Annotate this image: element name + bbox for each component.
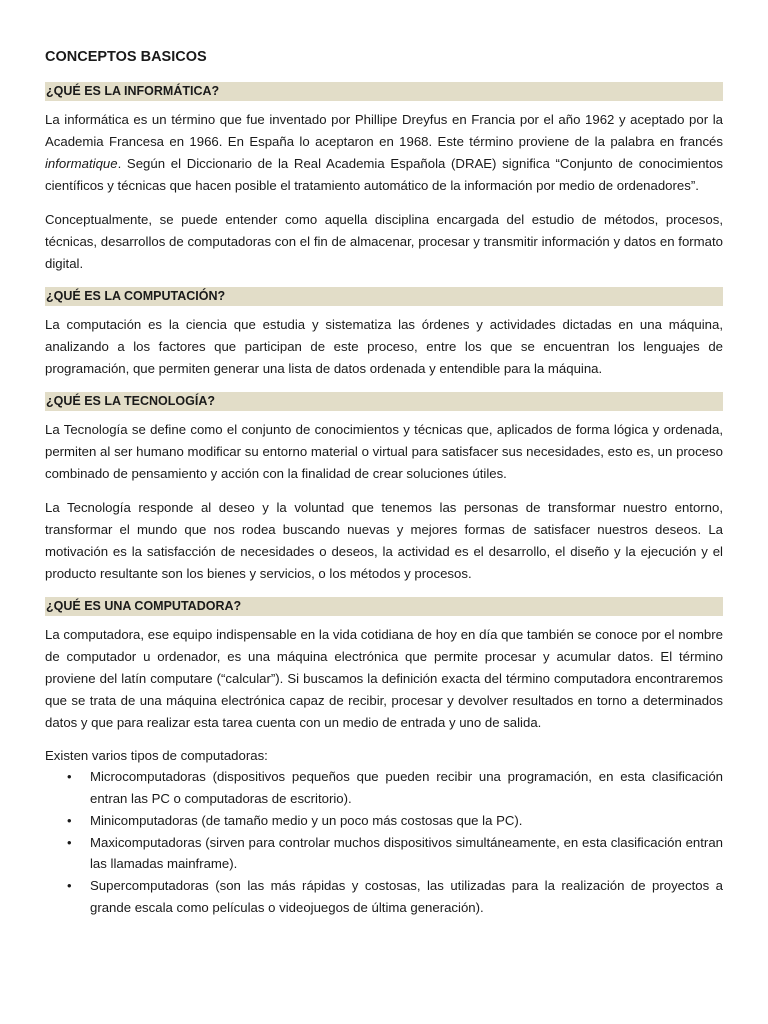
paragraph-computadora: La computadora, ese equipo indispensable en la vida cotidiana de hoy en día que también se conoce por el nombre de computador u ordenador, es una máquina electrónica que permite procesar y acumular datos. El término proviene del latín computare (“calcular”). Si buscamos la definición exacta del término computadora encontraremos que se trata de una máquina electrónica capaz de recibir, procesar y devolver resultados en torno a determinados datos y que para realizar esta tarea cuenta con un medio de entrada y uno de salida. bbox=[45, 627, 723, 730]
bullet-icon: • bbox=[67, 878, 72, 893]
computer-types-list bbox=[45, 766, 723, 918]
paragraph-tecnologia-definition: La Tecnología se define como el conjunto de conocimientos y técnicas que, aplicados de forma lógica y ordenada, permiten al ser humano modificar su entorno material o virtual para satisfacer sus necesidades, esto es, un proceso combinado de pensamiento y acción con la finalidad de crear soluciones útiles. bbox=[45, 422, 723, 481]
section-heading-computadora: ¿QUÉ ES UNA COMPUTADORA? bbox=[45, 597, 723, 616]
italic-term: informatique bbox=[45, 156, 118, 171]
list-item-text: Maxicomputadoras (sirven para controlar muchos dispositivos simultáneamente, en esta clasificación entran las llamadas mainframe). bbox=[90, 834, 723, 871]
list-item-text: Supercomputadoras (son las más rápidas y costosas, las utilizadas para la realización de proyectos a grande escala como películas o videojuegos de última generación). bbox=[90, 878, 723, 915]
list-item bbox=[45, 832, 723, 875]
paragraph-informatica-concept: Conceptualmente, se puede entender como aquella disciplina encargada del estudio de métodos, procesos, técnicas, desarrollos de computadoras con el fin de almacenar, procesar y transmitir información y datos en formato digital. bbox=[45, 212, 723, 271]
bullet-icon: • bbox=[67, 769, 72, 784]
paragraph-text: La informática es un término que fue inventado por Phillipe Dreyfus en Francia por el año 1962 y aceptado por la Academia Francesa en 1966. En España lo aceptaron en 1968. Este término proviene de la palabra en francés bbox=[45, 112, 723, 149]
section-heading-informatica: ¿QUÉ ES LA INFORMÁTICA? bbox=[45, 82, 723, 101]
section-heading-computacion: ¿QUÉ ES LA COMPUTACIÓN? bbox=[45, 287, 723, 306]
paragraph-informatica-definition bbox=[45, 109, 723, 197]
document-title: CONCEPTOS BASICOS bbox=[45, 49, 207, 65]
list-item bbox=[45, 810, 723, 832]
section-heading-tecnologia: ¿QUÉ ES LA TECNOLOGÍA? bbox=[45, 392, 723, 411]
paragraph-tecnologia-motivation: La Tecnología responde al deseo y la voluntad que tenemos las personas de transformar nuestro entorno, transformar el mundo que nos rodea buscando nuevas y mejores formas de satisfacer nuestros deseos. La motivación es la satisfacción de necesidades o deseos, la actividad es el desarrollo, el diseño y la ejecución y el producto resultante son los bienes y servicios, o los métodos y procesos. bbox=[45, 500, 723, 581]
list-item bbox=[45, 875, 723, 918]
bullet-icon: • bbox=[67, 834, 72, 850]
list-item-text: Minicomputadoras (de tamaño medio y un poco más costosas que la PC). bbox=[90, 812, 523, 828]
list-item-text: Microcomputadoras (dispositivos pequeños que pueden recibir una programación, en esta clasificación entran las PC o computadoras de escritorio). bbox=[90, 769, 723, 806]
document-page bbox=[45, 46, 723, 919]
paragraph-text: . Según el Diccionario de la Real Academia Española (DRAE) significa “Conjunto de conocimientos científicos y técnicas que hacen posible el tratamiento automático de la información por medio de ordenadores”. bbox=[45, 156, 723, 193]
list-intro: Existen varios tipos de computadoras: bbox=[45, 748, 268, 763]
list-item bbox=[45, 766, 723, 809]
paragraph-computacion: La computación es la ciencia que estudia y sistematiza las órdenes y actividades dictadas en una máquina, analizando a los factores que participan de este proceso, entre los que se encuentran los lenguajes de programación, que permiten generar una lista de datos ordenada y entendible para la máquina. bbox=[45, 317, 723, 376]
bullet-icon: • bbox=[67, 812, 72, 828]
